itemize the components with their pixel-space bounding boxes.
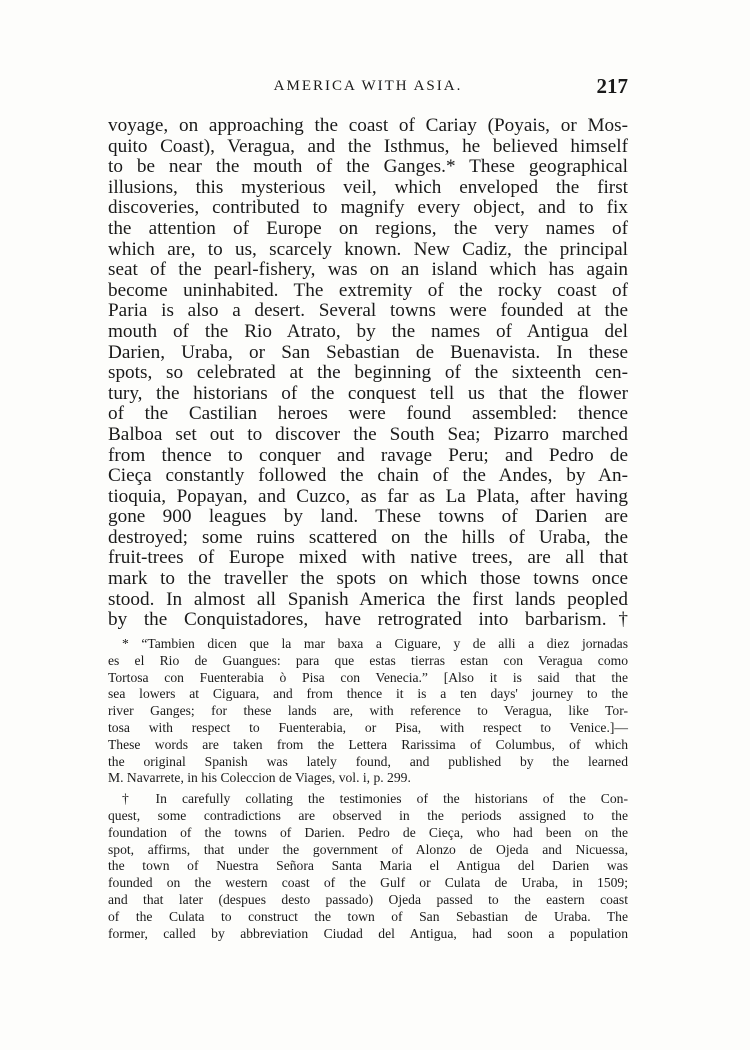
page-number: 217 xyxy=(596,74,628,98)
text-line: discoveries, contributed to magnify every object, and to fix xyxy=(108,197,628,219)
text-line: tioquia, Popayan, and Cuzco, as far as La Plata, after having xyxy=(108,485,628,507)
footnote-line: founded on the western coast of the Gulf or Culata de Uraba, in 1509; xyxy=(108,875,628,891)
text-line: mouth of the Rio Atrato, by the names of Antigua del xyxy=(108,320,628,342)
text-line: to be near the mouth of the Ganges.* These geographical xyxy=(108,156,628,178)
text-line: of the Castilian heroes were found assembled: thence xyxy=(108,403,628,425)
text-line: Balboa set out to discover the South Sea; Pizarro marched xyxy=(108,423,628,445)
text-line: destroyed; some ruins scattered on the hills of Uraba, the xyxy=(108,526,628,548)
footnote-line: * “Tambien dicen que la mar baxa a Ciguare, y de alli a diez jornadas xyxy=(122,636,628,651)
text-line: illusions, this mysterious veil, which enveloped the first xyxy=(108,176,628,198)
text-line: tury, the historians of the conquest tell us that the flower xyxy=(108,382,628,404)
text-line: by the Conquistadores, have retrograted into barbarism.† xyxy=(108,609,628,631)
footnote-line: † In carefully collating the testimonies of the historians of the Con- xyxy=(122,791,628,807)
footnote-line: es el Rio de Guangues: para que estas tierras estan con Veragua como xyxy=(108,652,628,668)
footnote-line: tosa with respect to Fuenterabia, or Pisa, with respect to Venice.]— xyxy=(108,719,628,735)
footnote-line: former, called by abbreviation Ciudad del Antigua, had soon a population xyxy=(108,925,628,941)
text-line: Cieça constantly followed the chain of the Andes, by An- xyxy=(108,465,628,487)
footnote-line: of the Culata to construct the town of San Sebastian de Uraba. The xyxy=(108,908,628,924)
footnotes xyxy=(108,636,628,942)
footnote-line: foundation of the towns of Darien. Pedro de Cieça, who had been on the xyxy=(108,824,628,840)
footnote-line: spot, affirms, that under the government of Alonzo de Ojeda and Nicuessa, xyxy=(108,841,628,857)
text-line: the attention of Europe on regions, the very names of xyxy=(108,217,628,239)
footnote-line: Tortosa con Fuenterabia ò Pisa con Venecia.” [Also it is said that the xyxy=(108,669,628,685)
text-line: stood. In almost all Spanish America the first lands peopled xyxy=(108,588,628,610)
footnote-line: the town of Nuestra Señora Santa Maria el Antigua del Darien was xyxy=(108,858,628,874)
footnote-line: These words are taken from the Lettera Rarissima of Columbus, of which xyxy=(108,736,628,752)
footnote-2 xyxy=(108,791,628,942)
footnote-line: M. Navarrete, in his Coleccion de Viages, vol. i, p. 299. xyxy=(108,770,411,786)
text-line: voyage, on approaching the coast of Cariay (Poyais, or Mos- xyxy=(108,115,628,136)
text-line: from thence to conquer and ravage Peru; and Pedro de xyxy=(108,444,628,466)
text-line: become uninhabited. The extremity of the rocky coast of xyxy=(108,279,628,301)
footnote-line: and that later (despues desto passado) Ojeda passed to the eastern coast xyxy=(108,891,628,907)
page-header xyxy=(108,74,628,102)
text-line: Darien, Uraba, or San Sebastian de Buenavista. In these xyxy=(108,341,628,363)
footnote-line: quest, some contradictions are observed in the periods assigned to the xyxy=(108,807,628,823)
text-line: fruit-trees of Europe mixed with native trees, are all that xyxy=(108,547,628,569)
footnote-line: sea lowers at Ciguara, and from thence it is a ten days' journey to the xyxy=(108,686,628,702)
main-text xyxy=(108,116,628,631)
text-line: which are, to us, scarcely known. New Cadiz, the principal xyxy=(108,238,628,260)
text-line: Paria is also a desert. Several towns were founded at the xyxy=(108,300,628,322)
text-line: gone 900 leagues by land. These towns of Darien are xyxy=(108,506,628,528)
text-line: mark to the traveller the spots on which those towns once xyxy=(108,568,628,590)
text-line: seat of the pearl-fishery, was on an island which has again xyxy=(108,259,628,281)
text-line: spots, so celebrated at the beginning of the sixteenth cen- xyxy=(108,362,628,384)
footnote-line: the original Spanish was lately found, and published by the learned xyxy=(108,753,628,769)
footnote-line: river Ganges; for these lands are, with reference to Veragua, like Tor- xyxy=(108,703,628,719)
running-title: AMERICA WITH ASIA. xyxy=(273,78,463,94)
footnote-1 xyxy=(108,636,628,787)
text-line: quito Coast), Veragua, and the Isthmus, he believed himself xyxy=(108,135,628,157)
